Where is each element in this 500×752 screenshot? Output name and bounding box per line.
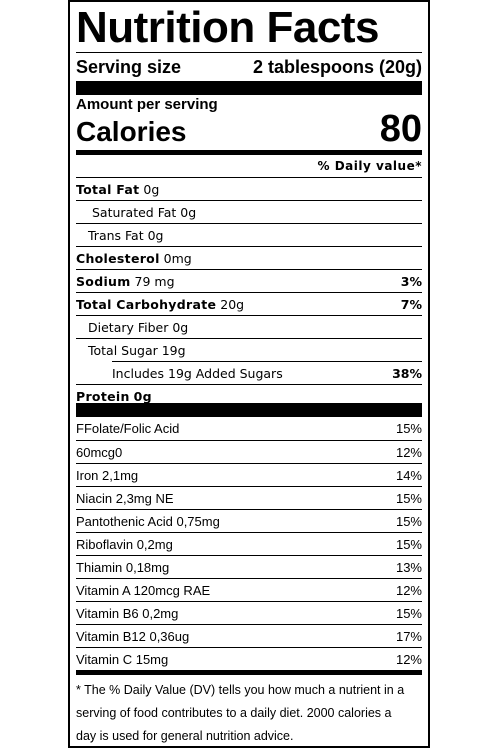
vitamin-row xyxy=(76,440,422,463)
vitamin-name: Niacin 2,3mg NE xyxy=(76,490,174,506)
vitamin-dv: 15% xyxy=(395,490,422,506)
nutrient-amount: 0mg xyxy=(163,250,192,266)
vitamin-name: Vitamin A 120mcg RAE xyxy=(76,582,211,598)
vitamin-dv: 12% xyxy=(395,651,422,667)
footnote-line: serving of food contributes to a daily diet. 2000 calories a xyxy=(76,706,392,720)
nutrient-row-total-fat xyxy=(76,177,422,200)
vitamin-name: FFolate/Folic Acid xyxy=(76,421,180,436)
nutrient-dv: 3% xyxy=(400,273,422,289)
thick-divider xyxy=(76,403,422,417)
medium-divider xyxy=(76,670,422,675)
nutrient-amount: 0g xyxy=(133,388,152,404)
amount-per-serving: Amount per serving xyxy=(76,96,218,113)
nutrient-row-cholesterol xyxy=(76,246,422,269)
vitamin-row xyxy=(76,486,422,509)
vitamin-dv: 15% xyxy=(395,536,422,552)
vitamin-list xyxy=(76,417,422,670)
nutrient-name: Includes 19g Added Sugars xyxy=(112,365,283,381)
vitamin-row xyxy=(76,601,422,624)
nutrient-row-dietary-fiber xyxy=(76,315,422,338)
nutrient-row-total-carbohydrate xyxy=(76,292,422,315)
nutrient-row-total-sugar xyxy=(76,338,422,361)
vitamin-name: Vitamin B6 0,2mg xyxy=(76,605,179,621)
nutrient-name: Sodium xyxy=(76,273,131,289)
nutrient-name: Total Carbohydrate xyxy=(76,296,217,312)
vitamin-row xyxy=(76,555,422,578)
vitamin-dv: 15% xyxy=(395,605,422,621)
calories-row xyxy=(76,108,422,150)
vitamin-dv: 12% xyxy=(395,582,422,598)
vitamin-name: Pantothenic Acid 0,75mg xyxy=(76,513,220,529)
vitamin-row xyxy=(76,532,422,555)
vitamin-row xyxy=(76,624,422,647)
nutrient-amount: 0g xyxy=(143,181,160,197)
nutrient-amount: 79 mg xyxy=(134,273,175,289)
vitamin-name: Vitamin C 15mg xyxy=(76,651,169,667)
vitamin-name: Iron 2,1mg xyxy=(76,467,139,483)
nutrient-row-saturated-fat xyxy=(76,200,422,223)
nutrient-name: Trans Fat 0g xyxy=(88,227,164,243)
footnote xyxy=(76,679,422,748)
nutrient-list xyxy=(76,177,422,407)
daily-value-header: % Daily value* xyxy=(317,159,422,173)
label-title: Nutrition Facts xyxy=(76,3,379,52)
nutrient-name: Total Fat xyxy=(76,181,140,197)
nutrient-row-sodium xyxy=(76,269,422,292)
serving-size-value: 2 tablespoons (20g) xyxy=(252,57,422,77)
vitamin-dv: 13% xyxy=(395,559,422,575)
vitamin-row xyxy=(76,463,422,486)
nutrient-row-trans-fat xyxy=(76,223,422,246)
serving-size-row xyxy=(76,53,422,81)
vitamin-row xyxy=(76,647,422,670)
calories-value: 80 xyxy=(379,108,422,150)
nutrient-name: Dietary Fiber 0g xyxy=(88,319,189,335)
vitamin-dv: 15% xyxy=(395,421,422,436)
nutrient-amount: 20g xyxy=(220,296,245,312)
vitamin-name: Riboflavin 0,2mg xyxy=(76,536,173,552)
nutrition-label xyxy=(68,0,430,748)
calories-label: Calories xyxy=(76,116,187,147)
vitamin-dv: 17% xyxy=(395,628,422,644)
nutrient-dv: 7% xyxy=(400,296,422,312)
vitamin-row xyxy=(76,578,422,601)
footnote-line: day is used for general nutrition advice. xyxy=(76,729,294,743)
vitamin-name: Thiamin 0,18mg xyxy=(76,559,170,575)
nutrient-row-added-sugars xyxy=(112,361,422,384)
nutrient-name: Total Sugar 19g xyxy=(88,342,186,358)
nutrient-dv: 38% xyxy=(392,365,422,381)
thick-divider xyxy=(76,81,422,95)
footnote-line: * The % Daily Value (DV) tells you how much a nutrient in a xyxy=(76,683,405,697)
vitamin-dv: 12% xyxy=(395,444,422,460)
serving-size-label: Serving size xyxy=(76,57,182,77)
vitamin-row xyxy=(76,417,422,440)
vitamin-name: 60mcg0 xyxy=(76,444,123,460)
vitamin-dv: 15% xyxy=(395,513,422,529)
vitamin-dv: 14% xyxy=(395,467,422,483)
nutrient-name: Cholesterol xyxy=(76,250,160,266)
nutrient-name: Protein xyxy=(76,388,130,404)
vitamin-row xyxy=(76,509,422,532)
vitamin-name: Vitamin B12 0,36ug xyxy=(76,628,190,644)
nutrient-name: Saturated Fat 0g xyxy=(92,204,197,220)
